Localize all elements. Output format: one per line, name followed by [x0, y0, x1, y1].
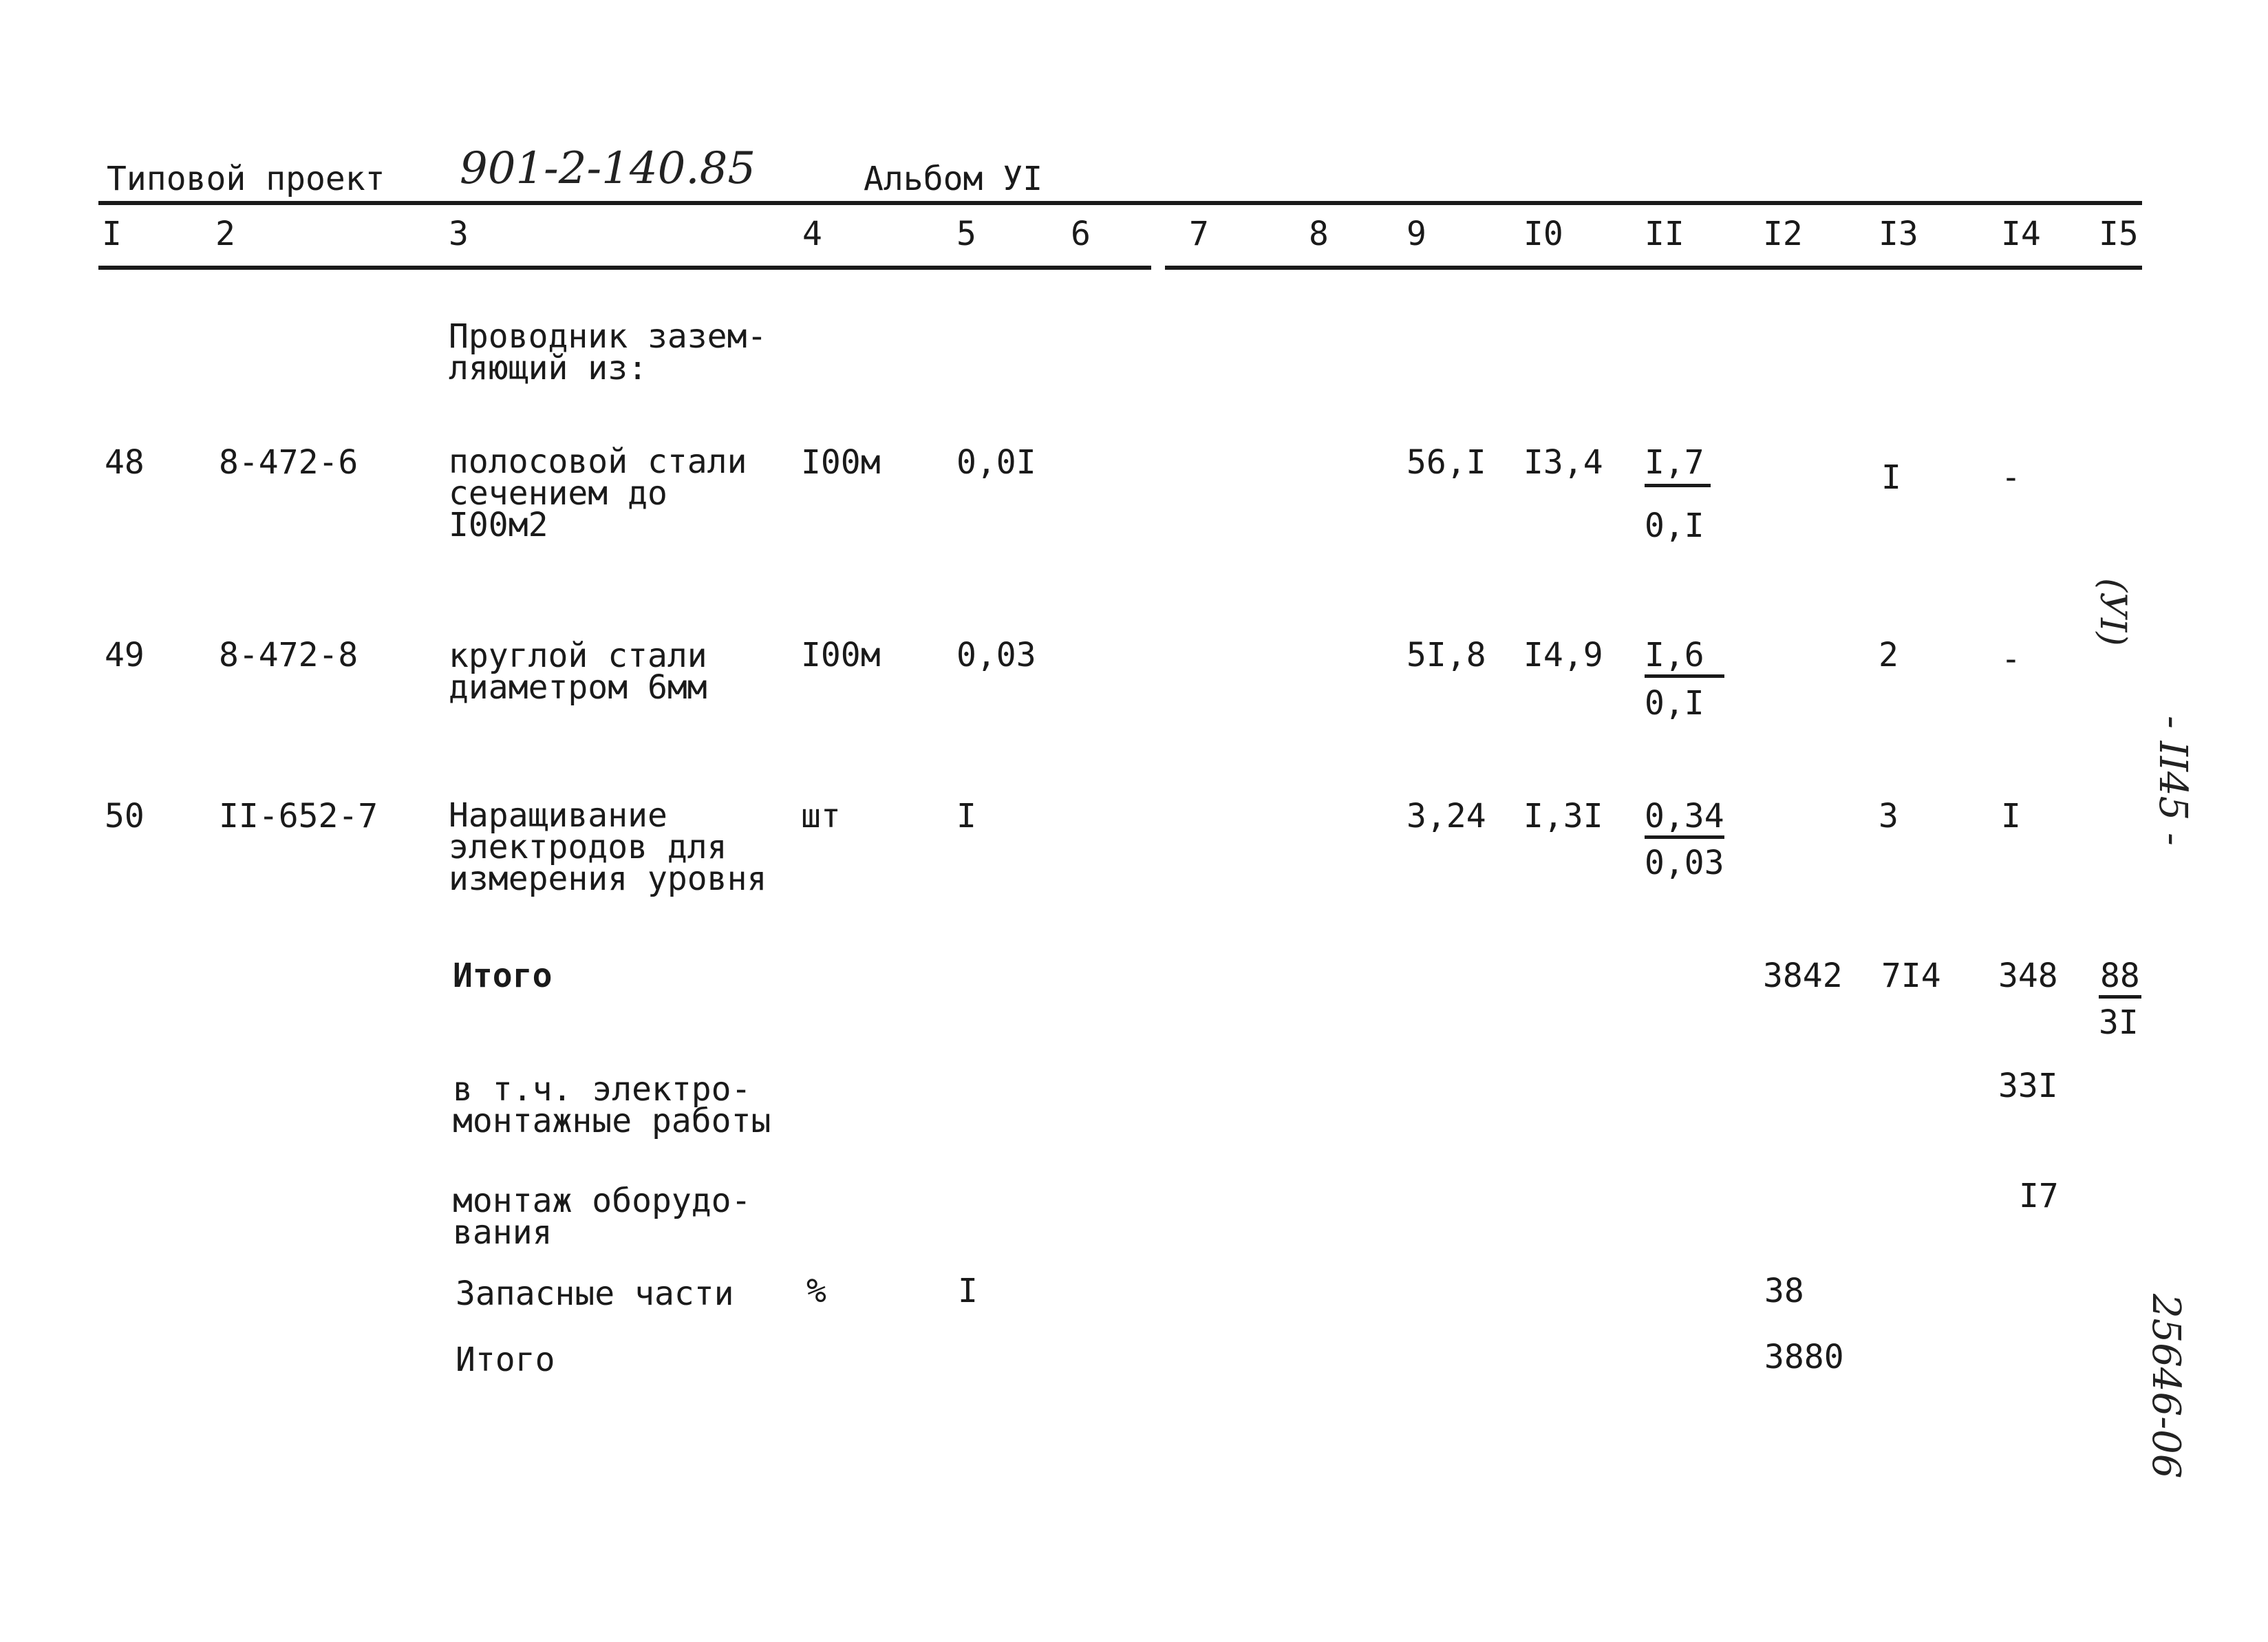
row-49-c10: I4,9 [1523, 636, 1603, 674]
row-49-c9: 5I,8 [1406, 636, 1486, 674]
section-title: Проводник зазем- ляющий из: [449, 317, 767, 387]
col-num-15: I5 [2099, 215, 2139, 253]
row-49-c11-bottom: 0,I [1645, 684, 1704, 723]
equipment-label: монтаж оборудо- вания [453, 1182, 751, 1252]
col-num-12: I2 [1763, 215, 1803, 253]
row-50-num: 50 [105, 797, 145, 835]
row-50-fraction-line [1645, 835, 1724, 839]
total1-label: Итого [453, 957, 553, 995]
header-top-rule [98, 201, 2142, 205]
row-48-code: 8-472-6 [219, 443, 359, 482]
row-49-name: круглой стали диаметром 6мм [449, 637, 707, 707]
total2-label: Итого [456, 1341, 555, 1379]
total2-c12: 3880 [1764, 1338, 1844, 1376]
row-49-code: 8-472-8 [219, 636, 359, 674]
row-49-fraction-line [1645, 674, 1724, 678]
row-49-c14: - [2001, 640, 2021, 679]
spare-parts-c12: 38 [1764, 1272, 1804, 1310]
row-50-c11-bottom: 0,03 [1645, 844, 1724, 882]
project-number: 901-2-140.85 [460, 143, 756, 194]
row-50-code: II-652-7 [219, 797, 378, 835]
col-num-1: I [102, 215, 122, 253]
total1-fraction-line [2099, 995, 2141, 999]
row-49-unit: I00м [801, 636, 881, 674]
total1-c15-top: 88 [2100, 957, 2140, 995]
project-label: Типовой проект [107, 160, 385, 198]
col-num-11: II [1645, 215, 1684, 253]
row-48-c11-top: I,7 [1645, 443, 1704, 482]
margin-sheet-number: - II45 - [2150, 716, 2195, 846]
incl-electro-label: в т.ч. электро- монтажные работы [453, 1070, 771, 1140]
total1-c14: 348 [1998, 957, 2058, 995]
row-49-num: 49 [105, 636, 145, 674]
equipment-c14: I7 [2019, 1177, 2059, 1215]
col-num-3: 3 [449, 215, 469, 253]
row-48-num: 48 [105, 443, 145, 482]
total1-c12: 3842 [1763, 957, 1843, 995]
col-num-13: I3 [1879, 215, 1918, 253]
row-48-c10: I3,4 [1523, 443, 1603, 482]
spare-parts-qty: I [958, 1272, 978, 1310]
spare-parts-label: Запасные части [456, 1275, 734, 1313]
row-50-c11-top: 0,34 [1645, 797, 1724, 835]
row-50-c9: 3,24 [1406, 797, 1486, 835]
row-50-unit: шт [801, 797, 841, 835]
header-bottom-rule-left [98, 266, 1151, 270]
row-50-name: Наращивание электродов для измерения уровня [449, 796, 767, 898]
row-48-unit: I00м [801, 443, 881, 482]
album-label: Альбом УI [864, 160, 1043, 198]
margin-page-note: (УI) [2092, 578, 2133, 646]
row-48-qty: 0,0I [956, 443, 1036, 482]
row-48-c14: - [2001, 458, 2021, 497]
col-num-10: I0 [1523, 215, 1563, 253]
col-num-4: 4 [802, 215, 822, 253]
row-48-c13: I [1881, 458, 1901, 497]
col-num-5: 5 [956, 215, 976, 253]
row-50-c14: I [2001, 797, 2021, 835]
row-48-name: полосовой стали сечением до I00м2 [449, 443, 747, 544]
col-num-14: I4 [2001, 215, 2041, 253]
col-num-6: 6 [1071, 215, 1091, 253]
row-49-c11-top: I,6 [1645, 636, 1704, 674]
total1-c15-bottom: 3I [2099, 1003, 2139, 1042]
row-48-c11-bottom: 0,I [1645, 507, 1704, 545]
row-49-qty: 0,03 [956, 636, 1036, 674]
total1-c13: 7I4 [1881, 957, 1941, 995]
row-48-c9: 56,I [1406, 443, 1486, 482]
incl-electro-c14: 33I [1998, 1067, 2058, 1105]
col-num-9: 9 [1406, 215, 1426, 253]
col-num-7: 7 [1189, 215, 1209, 253]
row-50-c10: I,3I [1523, 797, 1603, 835]
col-num-2: 2 [215, 215, 235, 253]
row-48-fraction-line [1645, 484, 1711, 487]
spare-parts-unit: % [806, 1272, 826, 1310]
row-50-c13: 3 [1879, 797, 1898, 835]
row-50-qty: I [956, 797, 976, 835]
col-num-8: 8 [1309, 215, 1329, 253]
header-bottom-rule-right [1165, 266, 2142, 270]
row-49-c13: 2 [1879, 636, 1898, 674]
margin-archive-number: 25646-06 [2143, 1294, 2188, 1479]
